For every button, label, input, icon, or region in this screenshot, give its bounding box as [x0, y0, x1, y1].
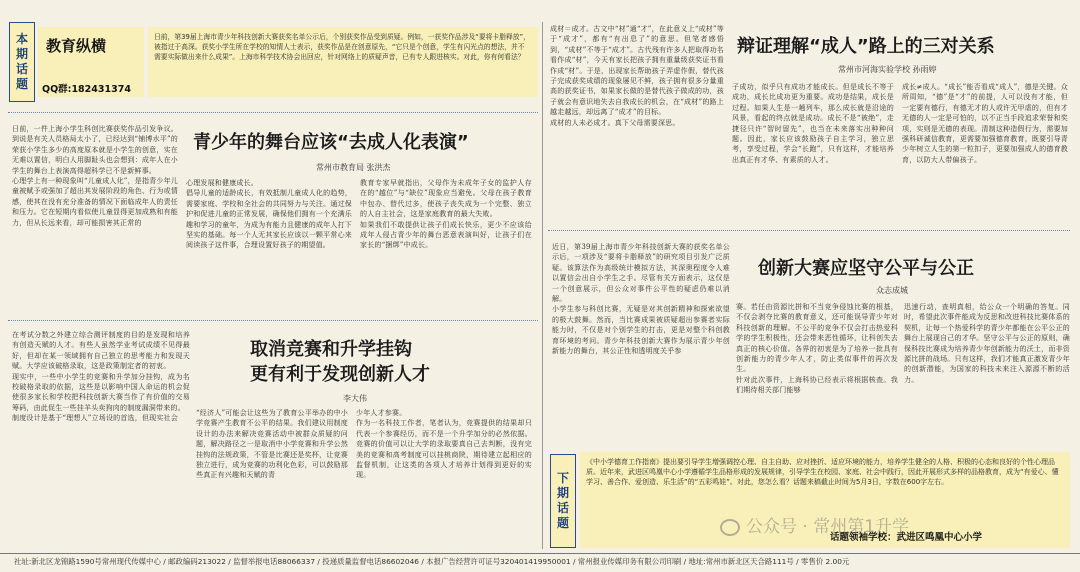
article3-col3: 成长≠成人。“成长”能否看成“成人”，德是关键。众所周知，“德”是“才”的前提，人可以没有才能，但一定要有德行，有德无才的人或许无甲虐的，但有才无德的人一定是可怕的，以不正当手段追求荣誉和奖项，实则是无德的表现。清制这种造假行为，需要加强科研诚信教育，更需要加强德育教育，既要引导青少年树立人生的第一粒扣子，更要加强成人的德育教育，以防大人带偏孩子。: [902, 83, 1068, 164]
next-topic-text: 《中小学德育工作指南》提出要引导学生增强调控心理、自主自助、应对挫折、适应环境的能力，培养学生健全的人格、积极的心态和良好的个性心理品质。近年来，武进区鸣凰中心小学遵循学生品格形成的发展规律，引导学生在校园、家庭、社会中践行，因此开展形式多样的品格教育，成为“有爱心、懂学习、善合作、爱创造、乐生活”的“五彩鸣娃”。对此，您怎么看？话题来稿截止时间为5月3日，字数在600字左右。: [586, 458, 1059, 486]
tag-char: 话: [556, 501, 569, 515]
column-rule: [542, 22, 543, 549]
brand-title: 教育纵横: [46, 37, 107, 55]
article1-byline: 常州市教育局 张洪杰: [316, 163, 391, 172]
article4-col3: 迅速行动，查明真相，给公众一个明确的答复。同时，希望此次事件能成为反思和改进科技比赛体系的契机，让每一个热爱科学的青少年都能在公平公正的舞台上展现自己的才华。坚守公平与公正的原则，确保科技比赛成为培养青少年创新能力的沃土，而非资源比拼的战场。只有这样，我们才能真正激发青少年的创新潜能，为国家的科技未来注入源源不断的活力。: [904, 303, 1070, 384]
article1-title: 青少年的舞台应该“去成人化表演”: [193, 132, 469, 153]
watermark-text: 公众号 · 常州第1升学: [746, 517, 910, 537]
article4-byline: 众志成城: [876, 286, 908, 295]
tag-char: 本: [15, 32, 28, 46]
tag-char: 话: [15, 62, 28, 76]
wechat-icon: [720, 519, 740, 536]
article1-col1: 日前，一件上海小学生科创比赛获奖作品引发争议。到说是有关人员格局太小了，已经达到“铺博水平”的荣获小学生多少的高度原本就是小学生的创意，实在无难以置信，明白人用脚趾头也会想到：成年人在小学生的舞台上表演高得超科学已不是新鲜事。 心理学上有一种现象叫“儿童成人化”，是指青少年儿童被赋予或强加了超出其发展阶段的角色、行为或情感，使其在没有充分准备的情况下面临成年人的责任和压力。它在短期内看似使儿童显得更加成熟和有能力，但从长远来看，却可能损害其正常的: [12, 125, 178, 227]
tag-char: 题: [15, 77, 28, 91]
next-issue-topic-tag: [550, 454, 576, 548]
intro-text: 日前，第39届上海市青少年科技创新大赛获奖名单公示后，个别获奖作品受到质疑。例如，一获奖作品涉及“要将卡脂释放”，被指过于高深。获奖小学生所在学校的知情人士表示，获奖作品是在创意原先，“它只是个创意，学生有闪光点的想法，并不需要实际做出来什么成果”。上海市科学技术协会出回应，针对网络上的质疑声音，已有专人跟进核实。对此，你有何看法？: [154, 33, 530, 61]
article3-title: 辩证理解“成人”路上的三对关系: [737, 36, 995, 57]
tag-char: 下: [556, 471, 569, 485]
next-topic-school: 话题领袖学校：武进区鸣凰中心小学: [830, 532, 983, 543]
intro-box: [148, 27, 538, 97]
article1-col2: 心理发展和健康成长。 倡导儿童的适龄成长，有效抵制儿童成人化的趋势，需要家庭、学校和全社会的共同努力与关注。通过保护和促进儿童的正常发展，确保他们拥有一个充满乐趣和学习的童年，为成为有能力且健康的成年人打下坚实的基础。每一个人无其家长应该以一颗平常心来阅读孩子这件事，合理设置好孩子的期望值。: [186, 179, 352, 250]
watermark: [720, 512, 909, 537]
brand-box: [38, 27, 144, 97]
footer-text: 社址:新北区龙锦路1590号常州现代传媒中心 / 邮政编码213022 / 监督举报电话88066337 / 投递质量监督电话86602046 / 本报广告经营许可证号320401419950001 / 常州报业传媒印务有限公司印刷 / 地址:常州市新北区天合路111号 / 零售价 2.00元: [14, 557, 850, 566]
article4-col2: 赛。若任由资源比拼和不当竞争侵蚀比赛的根基，不仅会剥夺比赛的教育意义，还可能误导青少年对科技创新的理解。不公平的竞争不仅会打击热爱科学的学生积极性，还会带来恶性循环，让科创失去真正的核心价值。各界的初衷是为了培养一批具有创新能力的青少年人才，防止类似事件的再次发生。 针对此次事件，上海科协已经表示将根据核查。我们期待相关部门能够: [736, 303, 898, 395]
article2-byline: 李大伟: [343, 394, 367, 403]
this-issue-topic-tag: [9, 22, 35, 102]
article4-title: 创新大赛应坚守公平与公正: [758, 258, 974, 279]
article1-col3: 教育专家早就指出，父母作为未成年子女的监护人存在的“越位”与“缺位”现象应当避免。父母在孩子教育中包办、替代过多，使孩子丧失成为一个完整、独立的人自主社会，这是家庭教育的最大失败。 如果我们不敢提供让孩子们成长快乐，更少不应该给成年人侵占青少年的舞台恶意表演叫好，让孩子们在家长的“捆绑”中成长。: [360, 179, 532, 250]
article3-col2: 子成功，似乎只有成功才能成长。但是成长不等于成功，成长比成功更为重要。成功是结果，成长是过程。如果人生是一趟列车，那么成长就是沿途的风景，看起的终点就是成功。成长不是“被绝”，走捷径只许“智时留先”，也当在未来落实出种种问题。因此，家长应该鼓励孩子自主学习，独立思考，享受过程，学会“长跑”，只有这样，才能培养出真正有才华、有素质的人才。: [732, 83, 894, 164]
brand-qq: QQ群:182431374: [42, 84, 131, 95]
article2-title-line2: 更有利于发现创新人才: [250, 364, 430, 385]
article3-byline: 常州市河海实验学校 孙雨婷: [838, 65, 937, 74]
article2-col1: 在考试分数之外建立综合测评制度的目的是发现和培养有创造天赋的人才。有些人虽然学业考试成绩不见得最好，但却在某一领域拥有自己独立的思考能力和发现天赋。大学应该破格录取，这是政策制定者的初衷。 现实中，一些中小学生的竞赛和升学加分挂钩，成为名校破格录取的依据，这些是以影响中国人命运的机会促使很多家长和学校把科技创新大赛当作了有价值的交易筹码，由此促生一些挂羊头卖狗肉的制度漏洞带来的。 制度设计是基于“理想人”立场设的首选，但现实社会: [12, 331, 190, 423]
divider: [8, 320, 538, 321]
article2-col3: 少年人才参赛。 作为一名科技工作者，笔者认为，竞赛提供的结果却只代表一个参赛经历，而不是一个升学加分的必然依据。竞赛的价值可以让大学的录取要真自己去判断，没有完美的竞赛和高考制度可以挂桃商陕，期待建立起相应的监督机制，让这类的各项人才培养计划得到更好的实现。: [356, 409, 532, 480]
article4-col1: 近日，第39届上海市青少年科技创新大赛的获奖名单公示后，一项涉及“要将卡脂释放”的研究项目引发广泛质疑。该算法作为高级统计模拟方法，其深奥程度令人难以置信会出自小学生之手。尽管有关方面表示，这仅是一个创意展示，但公众对事件公平性的疑虑仍难以消解。 小学生参与科创比赛，无疑是对其创新精神和探索欲望的极大鼓舞。然而，当比赛成果被质疑超出参赛者实际能力时，不仅是对个别学生的打击，更是对整个科创教育环境的考问。青少年科技创新大赛作为展示青少年创新能力的舞台，其公正性和透明度关乎参: [552, 243, 730, 356]
tag-char: 期: [15, 47, 28, 61]
article3-col1: 成材＝成才。古文中“材”通“才”，在此意义上“成材”等于“成才”，都有“有出息了”的意思。但笔者感悟到，“成材”不等于“成才”。古代残有许多人把取得功名看作成“材”，今天有家长把孩子拥有重量级获奖证书看作成“材”。于是，出现家长帮助孩子弄虚作假，替代孩子完成获奖成绩的现象屡见不鲜，孩子拥有很多分量重高的获奖证书，如果家长做的是替代孩子做成的功，孩子就会有意识地失去自我成长的机会，在“成材”的路上越走越远，却远离了“成才”的目标。 成材的人未必成才。真下父母需要深思。: [550, 25, 724, 127]
article2-col2: “经济人”可能会让这些为了教育公平举办的中小学竞赛产生教育不公平的结果。我们建议用制度设计的办法来解决竞赛活动中被群众质疑的问题，解决路径之一是取消中小学竞赛和升学公然挂钩的法规政策，不管是比赛还是奖杯，让竞赛独立进行，成为竞赛的功利化色彩，可以鼓励那些真正有兴趣和天赋的青: [196, 409, 348, 480]
divider: [548, 230, 1070, 231]
tag-char: 题: [556, 516, 569, 530]
article2-title-line1: 取消竞赛和升学挂钩: [250, 339, 412, 360]
tag-char: 期: [556, 486, 569, 500]
footer-rule: [0, 553, 1080, 554]
divider: [8, 112, 538, 113]
